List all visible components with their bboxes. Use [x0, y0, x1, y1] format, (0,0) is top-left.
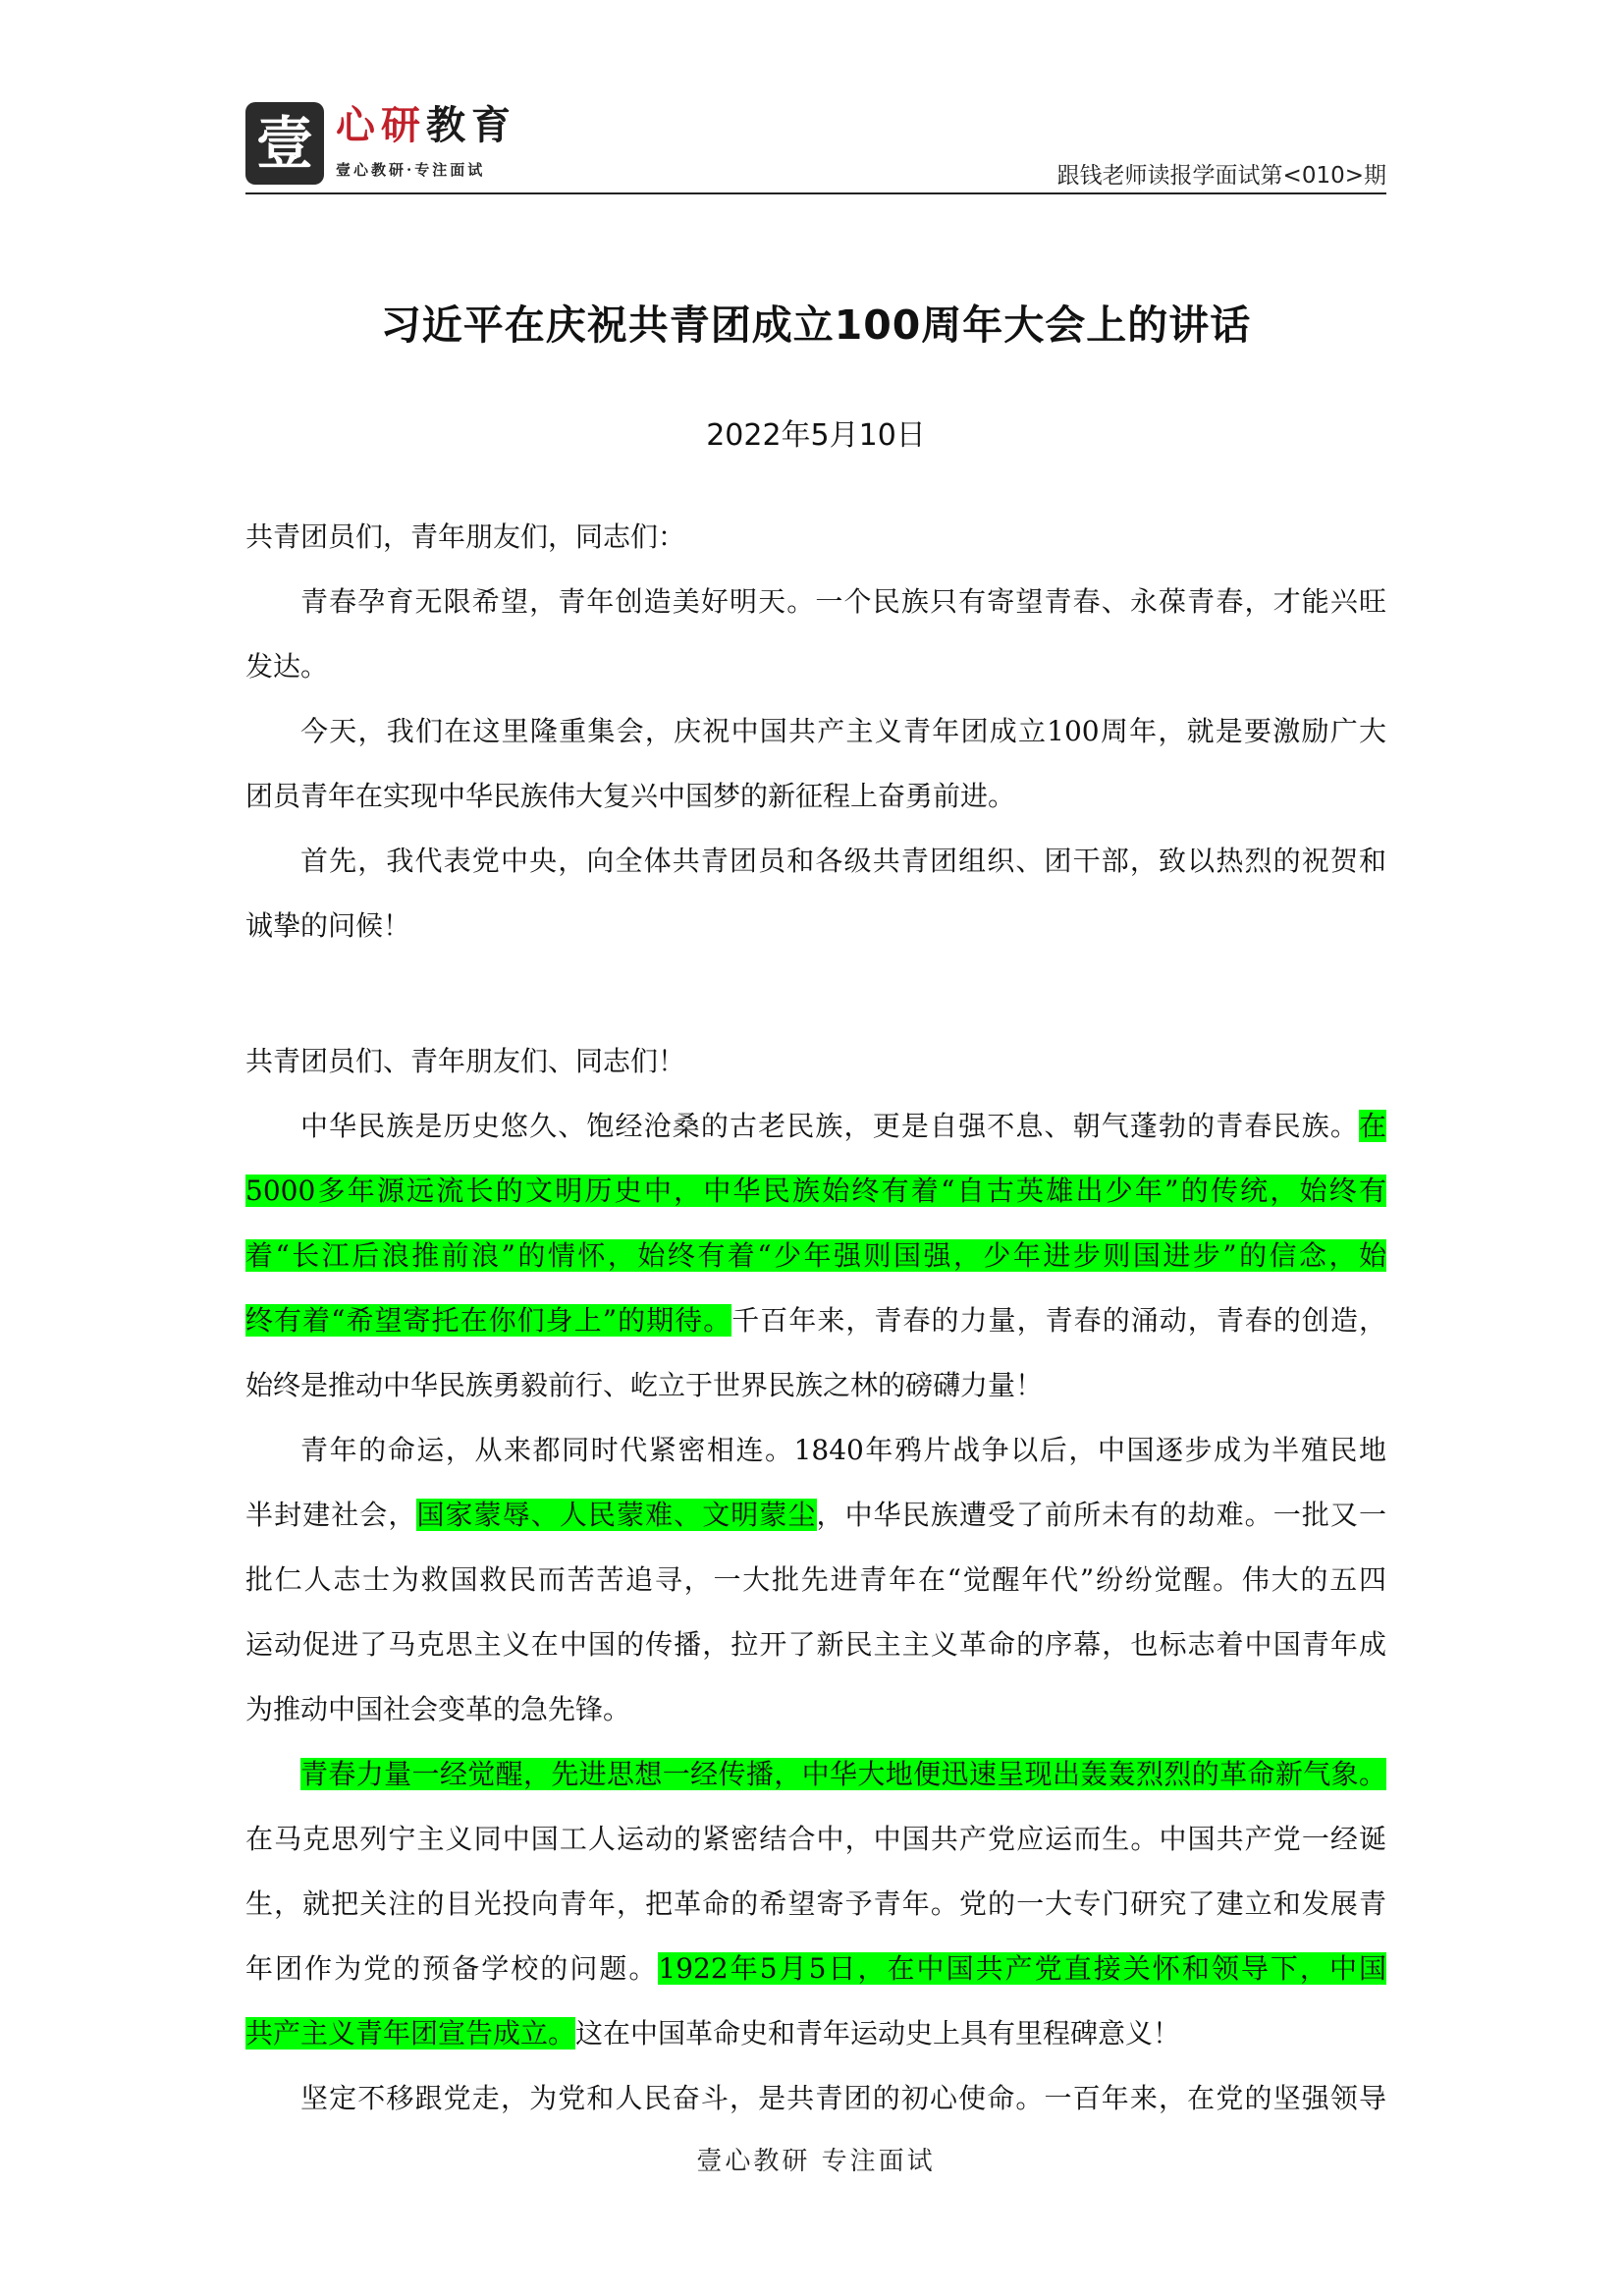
salutation: 共青团员们，青年朋友们，同志们： — [245, 520, 686, 553]
paragraph-line: 在马克思列宁主义同中国工人运动的紧密结合中，中国共产党应运而生。中国共产党一经诞 — [245, 1823, 1386, 1855]
paragraph-line: 批仁人志士为救国救民而苦苦追寻，一大批先进青年在“觉醒年代”纷纷觉醒。伟大的五四 — [245, 1563, 1386, 1596]
text-run: 年团作为党的预备学校的问题。 — [245, 1952, 659, 1985]
page-header — [245, 98, 1386, 196]
paragraph-line: 坚定不移跟党走，为党和人民奋斗，是共青团的初心使命。一百年来，在党的坚强领导 — [300, 2082, 1386, 2114]
paragraph-line: 团员青年在实现中华民族伟大复兴中国梦的新征程上奋勇前进。 — [245, 780, 1016, 812]
highlighted-text: 5000多年源远流长的文明历史中，中华民族始终有着“自古英雄出少年”的传统，始终有 — [245, 1175, 1386, 1207]
highlighted-text: 青春力量一经觉醒，先进思想一经传播，中华大地便迅速呈现出轰轰烈烈的革命新气象。 — [300, 1758, 1386, 1790]
paragraph-line: 青年的命运，从来都同时代紧密相连。1840年鸦片战争以后，中国逐步成为半殖民地 — [300, 1434, 1386, 1466]
paragraph-line — [245, 1288, 1386, 1353]
header-divider — [245, 192, 1386, 194]
document-title: 习近平在庆祝共青团成立100周年大会上的讲话 — [380, 301, 1252, 349]
intro-section — [245, 505, 1386, 958]
text-run: 千百年来，青春的力量，青春的涌动，青春的创造， — [731, 1304, 1386, 1337]
logo-brand-dark: 教育 — [426, 102, 516, 148]
highlighted-text: 在 — [1358, 1110, 1386, 1142]
highlighted-text: 共产主义青年团宣告成立。 — [245, 2017, 576, 2050]
paragraph-line — [245, 1224, 1386, 1288]
paragraph-line: 发达。 — [245, 650, 329, 683]
paragraph-line — [245, 1937, 1386, 2001]
highlighted-text: 终有着“希望寄托在你们身上”的期待。 — [245, 1304, 732, 1337]
logo — [245, 98, 540, 189]
logo-brand-red: 心研 — [336, 102, 426, 148]
document-date: 2022年5月10日 — [706, 418, 926, 453]
paragraph-line: 首先，我代表党中央，向全体共青团员和各级共青团组织、团干部，致以热烈的祝贺和 — [300, 845, 1386, 877]
text-run: 半封建社会， — [245, 1499, 417, 1531]
highlighted-text: 着“长江后浪推前浪”的情怀，始终有着“少年强则国强，少年进步则国进步”的信念，始 — [245, 1239, 1386, 1272]
text-run: 这在中国革命史和青年运动史上具有里程碑意义！ — [575, 2017, 1181, 2050]
highlighted-text: 国家蒙辱、人民蒙难、文明蒙尘 — [416, 1499, 817, 1531]
paragraph-line — [245, 2001, 1386, 2066]
highlighted-text: 1922年5月5日，在中国共产党直接关怀和领导下，中国 — [658, 1952, 1386, 1985]
paragraph-line — [245, 1742, 1386, 1807]
logo-slogan: 壹心教研·专注面试 — [336, 161, 486, 179]
logo-brand-name — [336, 100, 516, 151]
paragraph-line: 诚挚的问候！ — [245, 909, 411, 942]
main-section — [245, 1029, 1386, 2131]
paragraph-line: 运动促进了马克思主义在中国的传播，拉开了新民主主义革命的序幕，也标志着中国青年成 — [245, 1628, 1386, 1661]
text-run: ，中华民族遭受了前所未有的劫难。一批又一 — [816, 1499, 1386, 1531]
text-run: 中华民族是历史悠久、饱经沧桑的古老民族，更是自强不息、朝气蓬勃的青春民族。 — [300, 1110, 1359, 1142]
paragraph-line — [245, 1094, 1386, 1159]
paragraph-line: 生，就把关注的目光投向青年，把革命的希望寄予青年。党的一大专门研究了建立和发展青 — [245, 1887, 1386, 1920]
paragraph-line: 青春孕育无限希望，青年创造美好明天。一个民族只有寄望青春、永葆青春，才能兴旺 — [300, 585, 1386, 618]
logo-mark: 壹 — [245, 102, 324, 185]
paragraph-line: 今天，我们在这里隆重集会，庆祝中国共产主义青年团成立100周年，就是要激励广大 — [300, 715, 1386, 747]
paragraph-line: 为推动中国社会变革的急先锋。 — [245, 1693, 631, 1725]
issue-label: 跟钱老师读报学面试第<010>期 — [1056, 163, 1386, 189]
paragraph-line: 始终是推动中华民族勇毅前行、屹立于世界民族之林的磅礴力量！ — [245, 1369, 1044, 1401]
salutation: 共青团员们、青年朋友们、同志们！ — [245, 1045, 686, 1077]
paragraph-line — [245, 1159, 1386, 1224]
page-footer: 壹心教研 专注面试 — [696, 2147, 936, 2176]
paragraph-line — [245, 1483, 1386, 1548]
